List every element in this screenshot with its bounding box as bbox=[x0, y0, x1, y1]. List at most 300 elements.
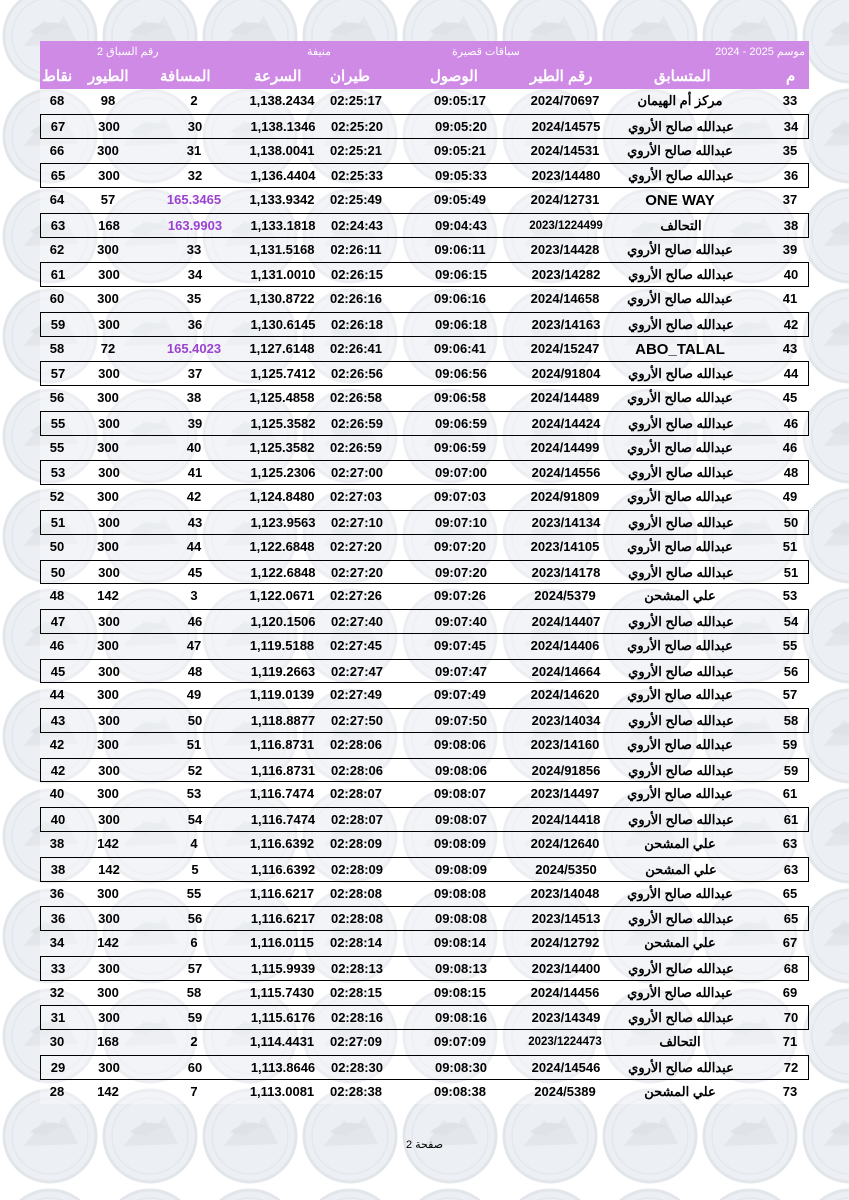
arrival-time-cell: 09:08:09 bbox=[433, 835, 487, 851]
birds-cell: 72 bbox=[100, 340, 116, 356]
flight-time-cell: 02:26:58 bbox=[329, 390, 383, 406]
points-cell: 32 bbox=[49, 984, 65, 1000]
header-distance: المسافة bbox=[160, 68, 211, 85]
competitor-name-cell: عبدالله صالح الأروي bbox=[628, 911, 734, 927]
flight-time-cell: 02:28:06 bbox=[330, 762, 384, 778]
distance-cell: 57 bbox=[187, 960, 203, 976]
distance-cell: 165.4023 bbox=[166, 340, 222, 356]
arrival-time-cell: 09:07:20 bbox=[433, 538, 487, 554]
ring-number-cell: 2024/14489 bbox=[530, 390, 600, 406]
flight-time-cell: 02:28:07 bbox=[329, 786, 383, 802]
flight-time-cell: 02:25:21 bbox=[329, 142, 383, 158]
area-label: منيفة bbox=[307, 46, 331, 58]
flight-time-cell: 02:28:14 bbox=[329, 935, 383, 951]
points-cell: 36 bbox=[49, 885, 65, 901]
distance-cell: 44 bbox=[186, 538, 202, 554]
table-row bbox=[40, 981, 809, 1006]
ring-number-cell: 2024/14546 bbox=[531, 1059, 601, 1075]
distance-cell: 163.9903 bbox=[167, 217, 223, 233]
flight-time-cell: 02:26:59 bbox=[329, 439, 383, 455]
ring-number-cell: 2024/91804 bbox=[531, 366, 601, 382]
speed-cell: 1,116.6392 bbox=[250, 861, 316, 877]
table-row bbox=[40, 807, 809, 832]
arrival-time-cell: 09:07:45 bbox=[433, 637, 487, 653]
flight-time-cell: 02:27:26 bbox=[329, 588, 383, 604]
competitor-name-cell: علي المشحن bbox=[644, 835, 716, 851]
arrival-time-cell: 09:07:47 bbox=[434, 663, 488, 679]
table-row bbox=[40, 361, 809, 386]
ring-number-cell: 2024/14499 bbox=[530, 439, 600, 455]
distance-cell: 60 bbox=[187, 1059, 203, 1075]
table-row bbox=[40, 188, 809, 213]
arrival-time-cell: 09:07:20 bbox=[434, 564, 488, 580]
birds-cell: 300 bbox=[98, 663, 120, 679]
distance-cell: 52 bbox=[187, 762, 203, 778]
arrival-time-cell: 09:08:30 bbox=[434, 1059, 488, 1075]
header-flight: طيران bbox=[330, 68, 370, 85]
points-cell: 63 bbox=[50, 217, 66, 233]
rank-cell: 43 bbox=[782, 340, 798, 356]
ring-number-cell: 2023/14163 bbox=[531, 316, 601, 332]
ring-number-cell: 2023/14178 bbox=[531, 564, 601, 580]
points-cell: 38 bbox=[50, 861, 66, 877]
flight-time-cell: 02:28:07 bbox=[330, 812, 384, 828]
speed-cell: 1,116.7474 bbox=[250, 812, 316, 828]
ring-number-cell: 2024/5350 bbox=[535, 861, 597, 877]
table-row bbox=[40, 386, 809, 411]
rank-cell: 42 bbox=[783, 316, 799, 332]
table-row bbox=[40, 882, 809, 907]
rank-cell: 59 bbox=[783, 762, 799, 778]
flight-time-cell: 02:28:15 bbox=[329, 984, 383, 1000]
ring-number-cell: 2024/14424 bbox=[531, 415, 601, 431]
rank-cell: 51 bbox=[783, 564, 799, 580]
arrival-time-cell: 09:08:07 bbox=[433, 786, 487, 802]
points-cell: 44 bbox=[49, 687, 65, 703]
points-cell: 47 bbox=[50, 614, 66, 630]
competitor-name-cell: عبدالله صالح الأروي bbox=[628, 415, 734, 431]
distance-cell: 4 bbox=[190, 835, 198, 851]
points-cell: 59 bbox=[50, 316, 66, 332]
arrival-time-cell: 09:08:06 bbox=[434, 762, 488, 778]
flight-time-cell: 02:24:43 bbox=[330, 217, 384, 233]
birds-cell: 300 bbox=[98, 713, 120, 729]
table-row bbox=[40, 510, 809, 535]
flight-time-cell: 02:25:17 bbox=[329, 93, 383, 108]
ring-number-cell: 2024/14620 bbox=[530, 687, 600, 703]
competitor-name-cell: عبدالله صالح الأروي bbox=[628, 465, 734, 481]
ring-number-cell: 2023/1224499 bbox=[529, 219, 603, 232]
birds-cell: 300 bbox=[97, 439, 119, 455]
table-row bbox=[40, 857, 809, 882]
rank-cell: 34 bbox=[783, 118, 799, 134]
header-no: م bbox=[786, 68, 796, 85]
speed-cell: 1,130.6145 bbox=[250, 316, 316, 332]
competitor-name-cell: عبدالله صالح الأروي bbox=[628, 1010, 734, 1026]
distance-cell: 49 bbox=[186, 687, 202, 703]
ring-number-cell: 2024/5379 bbox=[534, 588, 596, 604]
distance-cell: 7 bbox=[190, 1083, 198, 1099]
flight-time-cell: 02:27:49 bbox=[329, 687, 383, 703]
speed-cell: 1,127.6148 bbox=[249, 340, 315, 356]
arrival-time-cell: 09:08:08 bbox=[433, 885, 487, 901]
ring-number-cell: 2023/14282 bbox=[531, 267, 601, 283]
flight-time-cell: 02:27:40 bbox=[330, 614, 384, 630]
rank-cell: 54 bbox=[783, 614, 799, 630]
speed-cell: 1,125.2306 bbox=[250, 465, 316, 481]
arrival-time-cell: 09:04:43 bbox=[434, 217, 488, 233]
arrival-time-cell: 09:08:09 bbox=[434, 861, 488, 877]
points-cell: 60 bbox=[49, 291, 65, 307]
rank-cell: 72 bbox=[783, 1059, 799, 1075]
arrival-time-cell: 09:08:14 bbox=[433, 935, 487, 951]
points-cell: 45 bbox=[50, 663, 66, 679]
birds-cell: 300 bbox=[98, 911, 120, 927]
birds-cell: 142 bbox=[97, 588, 119, 604]
arrival-time-cell: 09:06:15 bbox=[434, 267, 488, 283]
birds-cell: 300 bbox=[98, 118, 120, 134]
flight-time-cell: 02:26:16 bbox=[329, 291, 383, 307]
table-row bbox=[40, 634, 809, 659]
speed-cell: 1,125.7412 bbox=[250, 366, 316, 382]
arrival-time-cell: 09:07:03 bbox=[433, 489, 487, 505]
distance-cell: 50 bbox=[187, 713, 203, 729]
rank-cell: 46 bbox=[782, 439, 798, 455]
page-number: صفحة 2 bbox=[405, 1139, 444, 1151]
ring-number-cell: 2024/15247 bbox=[530, 340, 600, 356]
distance-cell: 35 bbox=[186, 291, 202, 307]
ring-number-cell: 2023/14428 bbox=[530, 241, 600, 257]
distance-cell: 38 bbox=[186, 390, 202, 406]
arrival-time-cell: 09:05:49 bbox=[433, 192, 487, 208]
arrival-time-cell: 09:07:26 bbox=[433, 588, 487, 604]
table-row bbox=[40, 782, 809, 807]
birds-cell: 57 bbox=[100, 192, 116, 208]
distance-cell: 2 bbox=[190, 93, 198, 108]
flight-time-cell: 02:28:13 bbox=[330, 960, 384, 976]
ring-number-cell: 2023/14034 bbox=[531, 713, 601, 729]
flight-time-cell: 02:28:30 bbox=[330, 1059, 384, 1075]
table-row bbox=[40, 460, 809, 485]
points-cell: 38 bbox=[49, 835, 65, 851]
birds-cell: 300 bbox=[98, 812, 120, 828]
ring-number-cell: 2024/12731 bbox=[530, 192, 600, 208]
header-points: نقاط bbox=[42, 68, 73, 85]
ring-number-cell: 2024/91856 bbox=[531, 762, 601, 778]
ring-number-cell: 2023/14349 bbox=[531, 1010, 601, 1026]
birds-cell: 300 bbox=[98, 168, 120, 184]
rank-cell: 36 bbox=[783, 168, 799, 184]
table-row bbox=[40, 436, 809, 461]
arrival-time-cell: 09:07:49 bbox=[433, 687, 487, 703]
distance-cell: 51 bbox=[186, 736, 202, 752]
points-cell: 43 bbox=[50, 713, 66, 729]
arrival-time-cell: 09:06:58 bbox=[433, 390, 487, 406]
speed-cell: 1,136.4404 bbox=[250, 168, 316, 184]
competitor-name-cell: علي المشحن bbox=[644, 1083, 716, 1099]
flight-time-cell: 02:27:50 bbox=[330, 713, 384, 729]
distance-cell: 2 bbox=[190, 1034, 198, 1050]
ring-number-cell: 2024/14418 bbox=[531, 812, 601, 828]
competitor-name-cell: عبدالله صالح الأروي bbox=[628, 366, 734, 382]
arrival-time-cell: 09:07:40 bbox=[434, 614, 488, 630]
flight-time-cell: 02:27:03 bbox=[329, 489, 383, 505]
birds-cell: 300 bbox=[97, 786, 119, 802]
arrival-time-cell: 09:08:38 bbox=[433, 1083, 487, 1099]
distance-cell: 56 bbox=[187, 911, 203, 927]
distance-cell: 41 bbox=[187, 465, 203, 481]
points-cell: 61 bbox=[50, 267, 66, 283]
ring-number-cell: 2024/70697 bbox=[530, 93, 600, 108]
arrival-time-cell: 09:08:13 bbox=[434, 960, 488, 976]
ring-number-cell: 2024/14575 bbox=[531, 118, 601, 134]
rank-cell: 48 bbox=[783, 465, 799, 481]
birds-cell: 142 bbox=[97, 935, 119, 951]
flight-time-cell: 02:25:49 bbox=[329, 192, 383, 208]
flight-time-cell: 02:28:09 bbox=[330, 861, 384, 877]
rank-cell: 33 bbox=[782, 93, 798, 108]
ring-number-cell: 2023/14134 bbox=[531, 515, 601, 531]
distance-cell: 3 bbox=[190, 588, 198, 604]
table-row bbox=[40, 683, 809, 708]
table-row bbox=[40, 560, 809, 585]
points-cell: 67 bbox=[50, 118, 66, 134]
distance-cell: 30 bbox=[187, 118, 203, 134]
table-row bbox=[40, 1080, 809, 1105]
table-row bbox=[40, 659, 809, 684]
table-row bbox=[40, 411, 809, 436]
arrival-time-cell: 09:08:06 bbox=[433, 736, 487, 752]
distance-cell: 45 bbox=[187, 564, 203, 580]
competitor-name-cell: عبدالله صالح الأروي bbox=[628, 1059, 734, 1075]
points-cell: 66 bbox=[49, 142, 65, 158]
points-cell: 40 bbox=[50, 812, 66, 828]
points-cell: 58 bbox=[49, 340, 65, 356]
competitor-name-cell: ONE WAY bbox=[645, 192, 715, 210]
distance-cell: 32 bbox=[187, 168, 203, 184]
speed-cell: 1,124.8480 bbox=[249, 489, 315, 505]
speed-cell: 1,115.7430 bbox=[249, 984, 315, 1000]
birds-cell: 142 bbox=[97, 1083, 119, 1099]
birds-cell: 168 bbox=[97, 1034, 119, 1050]
distance-cell: 40 bbox=[186, 439, 202, 455]
speed-cell: 1,130.8722 bbox=[249, 291, 315, 307]
distance-cell: 58 bbox=[186, 984, 202, 1000]
distance-cell: 39 bbox=[187, 415, 203, 431]
points-cell: 64 bbox=[49, 192, 65, 208]
competitor-name-cell: عبدالله صالح الأروي bbox=[628, 812, 734, 828]
competitor-name-cell: عبدالله صالح الأروي bbox=[628, 316, 734, 332]
arrival-time-cell: 09:07:10 bbox=[434, 515, 488, 531]
arrival-time-cell: 09:06:16 bbox=[433, 291, 487, 307]
results-sheet bbox=[40, 41, 809, 1104]
birds-cell: 300 bbox=[98, 1010, 120, 1026]
rank-cell: 63 bbox=[783, 861, 799, 877]
arrival-time-cell: 09:05:21 bbox=[433, 142, 487, 158]
rank-cell: 65 bbox=[782, 885, 798, 901]
competitor-name-cell: عبدالله صالح الأروي bbox=[627, 786, 733, 802]
speed-cell: 1,131.0010 bbox=[250, 267, 316, 283]
season-label: موسم 2025 - 2024 bbox=[715, 46, 805, 58]
birds-cell: 300 bbox=[98, 614, 120, 630]
flight-time-cell: 02:27:45 bbox=[329, 637, 383, 653]
birds-cell: 168 bbox=[98, 217, 120, 233]
arrival-time-cell: 09:06:18 bbox=[434, 316, 488, 332]
arrival-time-cell: 09:05:20 bbox=[434, 118, 488, 134]
flight-time-cell: 02:28:38 bbox=[329, 1083, 383, 1099]
arrival-time-cell: 09:07:50 bbox=[434, 713, 488, 729]
points-cell: 42 bbox=[49, 736, 65, 752]
ring-number-cell: 2024/14531 bbox=[530, 142, 600, 158]
birds-cell: 300 bbox=[97, 390, 119, 406]
competitor-name-cell: عبدالله صالح الأروي bbox=[628, 713, 734, 729]
speed-cell: 1,116.8731 bbox=[249, 736, 315, 752]
ring-number-cell: 2023/14400 bbox=[531, 960, 601, 976]
speed-cell: 1,115.9939 bbox=[250, 960, 316, 976]
speed-cell: 1,138.2434 bbox=[249, 93, 315, 108]
rank-cell: 57 bbox=[782, 687, 798, 703]
flight-time-cell: 02:28:08 bbox=[330, 911, 384, 927]
distance-cell: 48 bbox=[187, 663, 203, 679]
column-header-row bbox=[40, 64, 809, 89]
birds-cell: 98 bbox=[100, 93, 116, 108]
distance-cell: 53 bbox=[186, 786, 202, 802]
rank-cell: 55 bbox=[782, 637, 798, 653]
arrival-time-cell: 09:06:11 bbox=[434, 241, 486, 257]
header-name: المتسابق bbox=[654, 68, 711, 85]
arrival-time-cell: 09:08:15 bbox=[433, 984, 487, 1000]
speed-cell: 1,119.5188 bbox=[249, 637, 315, 653]
competitor-name-cell: علي المشحن bbox=[645, 861, 717, 877]
rank-cell: 58 bbox=[783, 713, 799, 729]
flight-time-cell: 02:25:33 bbox=[330, 168, 384, 184]
rank-cell: 35 bbox=[782, 142, 798, 158]
flight-time-cell: 02:28:06 bbox=[329, 736, 383, 752]
competitor-name-cell: عبدالله صالح الأروي bbox=[628, 762, 734, 778]
arrival-time-cell: 09:06:59 bbox=[434, 415, 488, 431]
birds-cell: 300 bbox=[97, 241, 119, 257]
rank-cell: 44 bbox=[783, 366, 799, 382]
rank-cell: 38 bbox=[783, 217, 799, 233]
competitor-name-cell: التحالف bbox=[659, 1034, 701, 1050]
rank-cell: 45 bbox=[782, 390, 798, 406]
table-row bbox=[40, 733, 809, 758]
birds-cell: 300 bbox=[98, 762, 120, 778]
flight-time-cell: 02:26:15 bbox=[330, 267, 384, 283]
rank-cell: 51 bbox=[782, 538, 798, 554]
speed-cell: 1,119.2663 bbox=[250, 663, 316, 679]
table-row bbox=[40, 906, 809, 931]
header-arrival: الوصول bbox=[430, 68, 478, 85]
speed-cell: 1,125.4858 bbox=[249, 390, 315, 406]
competitor-name-cell: التحالف bbox=[660, 217, 702, 233]
competitor-name-cell: عبدالله صالح الأروي bbox=[627, 538, 733, 554]
competitor-name-cell: عبدالله صالح الأروي bbox=[627, 885, 733, 901]
points-cell: 50 bbox=[50, 564, 66, 580]
table-row bbox=[40, 832, 809, 857]
distance-cell: 55 bbox=[186, 885, 202, 901]
speed-cell: 1,114.4431 bbox=[249, 1034, 315, 1050]
table-row bbox=[40, 163, 809, 188]
birds-cell: 300 bbox=[98, 960, 120, 976]
distance-cell: 31 bbox=[186, 142, 202, 158]
rank-cell: 49 bbox=[782, 489, 798, 505]
header-ring: رقم الطير bbox=[530, 68, 593, 85]
speed-cell: 1,118.8877 bbox=[250, 713, 316, 729]
table-row bbox=[40, 956, 809, 981]
birds-cell: 300 bbox=[98, 366, 120, 382]
table-row bbox=[40, 89, 809, 114]
competitor-name-cell: عبدالله صالح الأروي bbox=[628, 564, 734, 580]
speed-cell: 1,115.6176 bbox=[250, 1010, 316, 1026]
competitor-name-cell: مركز أم الهيمان bbox=[637, 93, 723, 108]
ring-number-cell: 2023/14048 bbox=[530, 885, 600, 901]
competitor-name-cell: عبدالله صالح الأروي bbox=[627, 687, 733, 703]
distance-cell: 34 bbox=[187, 267, 203, 283]
distance-cell: 33 bbox=[186, 241, 202, 257]
competitor-name-cell: علي المشحن bbox=[644, 935, 716, 951]
birds-cell: 300 bbox=[98, 465, 120, 481]
table-row bbox=[40, 238, 809, 263]
competitor-name-cell: عبدالله صالح الأروي bbox=[628, 515, 734, 531]
distance-cell: 47 bbox=[186, 637, 202, 653]
flight-time-cell: 02:26:59 bbox=[330, 415, 384, 431]
arrival-time-cell: 09:08:08 bbox=[434, 911, 488, 927]
speed-cell: 1,113.8646 bbox=[250, 1059, 316, 1075]
rank-cell: 46 bbox=[783, 415, 799, 431]
rank-cell: 39 bbox=[782, 241, 798, 257]
table-row bbox=[40, 708, 809, 733]
points-cell: 51 bbox=[50, 515, 66, 531]
points-cell: 55 bbox=[50, 415, 66, 431]
birds-cell: 142 bbox=[97, 835, 119, 851]
speed-cell: 1,116.6392 bbox=[249, 835, 315, 851]
competitor-name-cell: عبدالله صالح الأروي bbox=[627, 241, 733, 257]
flight-time-cell: 02:26:56 bbox=[330, 366, 384, 382]
ring-number-cell: 2024/5389 bbox=[534, 1083, 596, 1099]
rank-cell: 56 bbox=[783, 663, 799, 679]
birds-cell: 300 bbox=[97, 142, 119, 158]
competitor-name-cell: عبدالله صالح الأروي bbox=[628, 663, 734, 679]
arrival-time-cell: 09:07:00 bbox=[434, 465, 488, 481]
competitor-name-cell: عبدالله صالح الأروي bbox=[627, 142, 733, 158]
birds-cell: 300 bbox=[98, 515, 120, 531]
points-cell: 53 bbox=[50, 465, 66, 481]
flight-time-cell: 02:28:08 bbox=[329, 885, 383, 901]
competitor-name-cell: ABO_TALAL bbox=[635, 340, 725, 358]
ring-number-cell: 2023/14105 bbox=[530, 538, 600, 554]
speed-cell: 1,113.0081 bbox=[249, 1083, 315, 1099]
competitor-name-cell: علي المشحن bbox=[644, 588, 716, 604]
competitor-name-cell: عبدالله صالح الأروي bbox=[627, 984, 733, 1000]
points-cell: 29 bbox=[50, 1059, 66, 1075]
birds-cell: 300 bbox=[98, 316, 120, 332]
points-cell: 34 bbox=[49, 935, 65, 951]
rank-cell: 50 bbox=[783, 515, 799, 531]
points-cell: 28 bbox=[49, 1083, 65, 1099]
ring-number-cell: 2024/14456 bbox=[530, 984, 600, 1000]
points-cell: 42 bbox=[50, 762, 66, 778]
competitor-name-cell: عبدالله صالح الأروي bbox=[627, 390, 733, 406]
rank-cell: 59 bbox=[782, 736, 798, 752]
competitor-name-cell: عبدالله صالح الأروي bbox=[628, 614, 734, 630]
arrival-time-cell: 09:05:33 bbox=[434, 168, 488, 184]
points-cell: 50 bbox=[49, 538, 65, 554]
birds-cell: 300 bbox=[97, 687, 119, 703]
speed-cell: 1,119.0139 bbox=[249, 687, 315, 703]
flight-time-cell: 02:28:16 bbox=[330, 1010, 384, 1026]
ring-number-cell: 2024/14556 bbox=[531, 465, 601, 481]
